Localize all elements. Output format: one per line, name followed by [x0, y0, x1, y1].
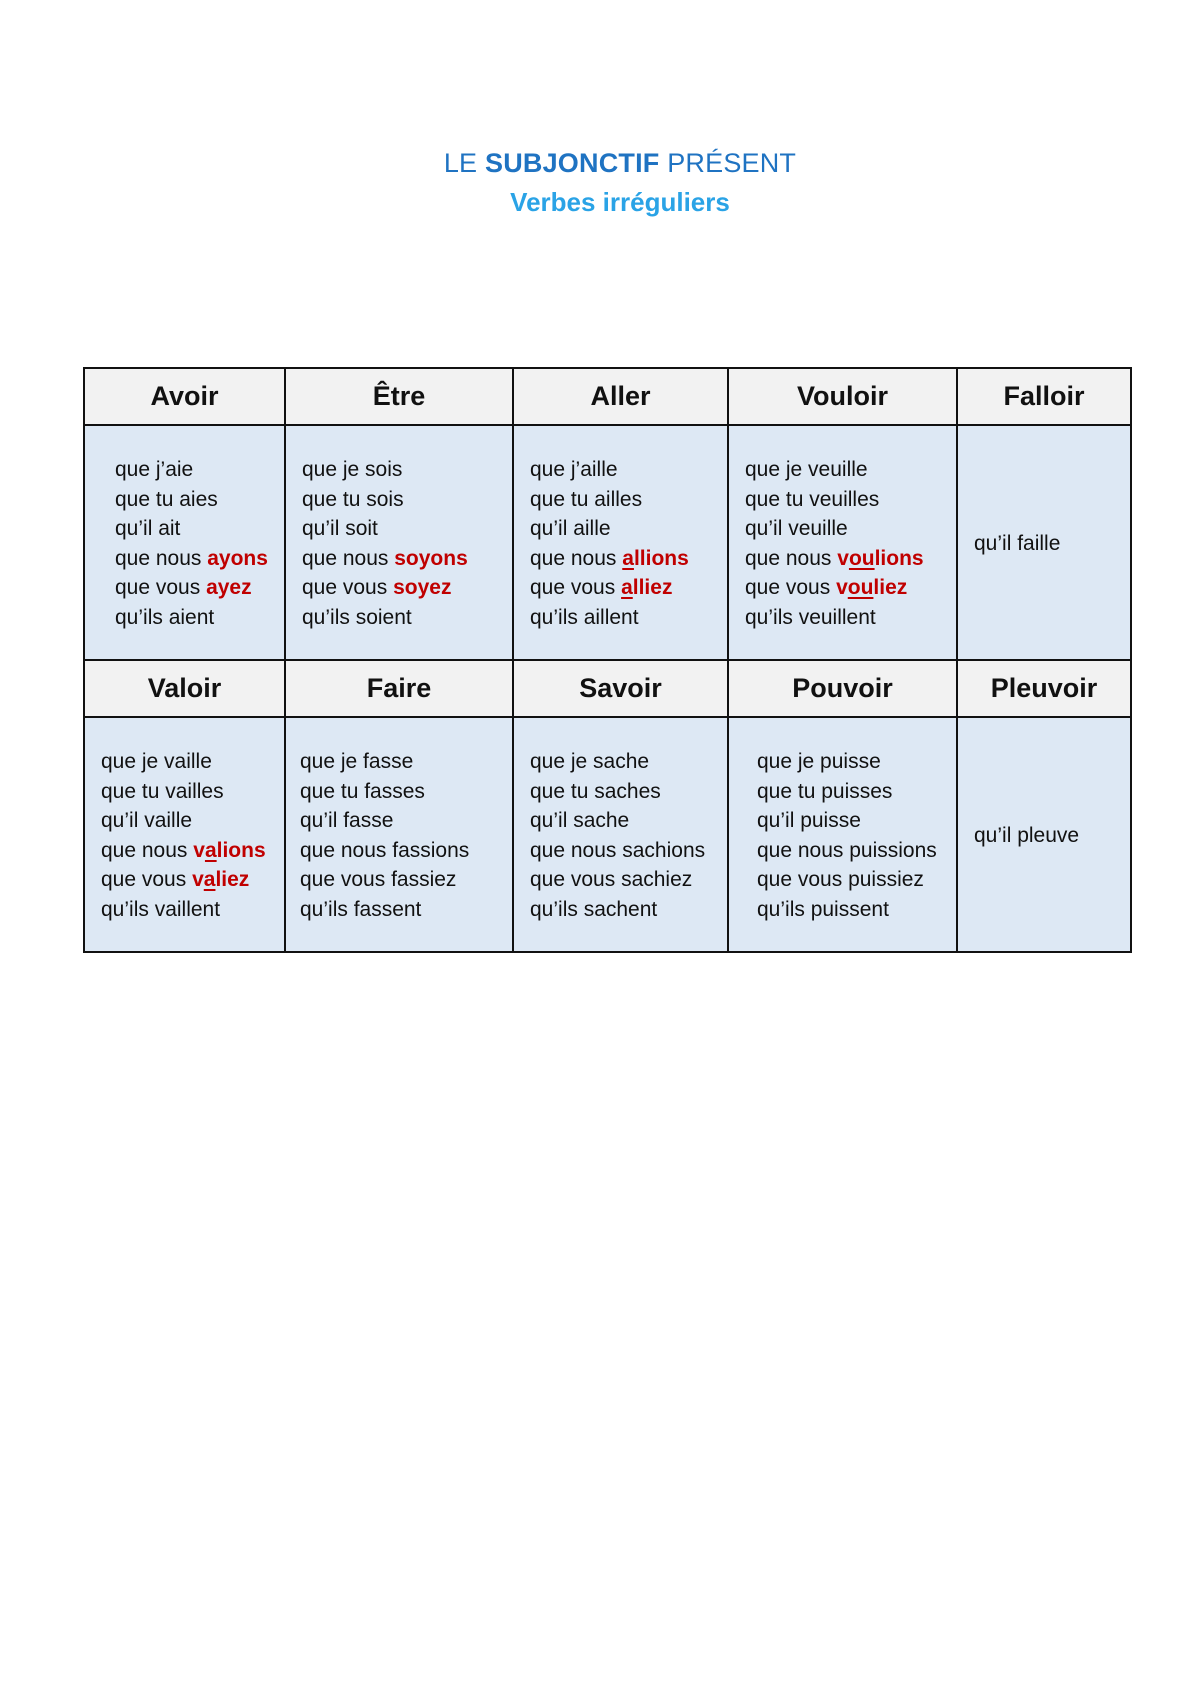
- conjugation-line: [745, 485, 956, 515]
- conjugation-line: [101, 895, 284, 925]
- verb-forms-cell-avoir: [84, 425, 285, 660]
- highlight-ending: soyons: [394, 546, 468, 570]
- conjugation-highlight: [837, 547, 923, 570]
- conjugation-base: qu’ils sachent: [530, 897, 658, 921]
- conjugation-base: qu’il puisse: [757, 809, 861, 832]
- conjugation-base: qu’ils soient: [302, 605, 412, 629]
- conjugation-base: qu’il soit: [302, 517, 378, 540]
- conjugation-line: [302, 485, 512, 515]
- conjugation-base: qu’ils aillent: [530, 605, 639, 629]
- conjugation-base: que tu puisses: [757, 779, 893, 803]
- conjugation-line: [302, 514, 512, 544]
- verb-forms-cell-vouloir: [728, 425, 957, 660]
- conjugation-base: que vous fassiez: [300, 868, 457, 891]
- conjugation-line: [115, 485, 284, 515]
- highlight-prefix: v: [192, 868, 204, 891]
- conjugation-highlight: [394, 547, 468, 570]
- highlight-ending: lions: [874, 546, 924, 570]
- highlight-ending: lions: [216, 838, 266, 862]
- conjugation-base: que tu fasses: [300, 779, 425, 803]
- conjugation-line: [300, 895, 512, 925]
- conjugation-base: qu’ils fassent: [300, 897, 422, 921]
- document-subtitle: Verbes irréguliers: [510, 187, 730, 217]
- conjugation-line: [530, 514, 727, 544]
- conjugation-base: que nous: [302, 546, 395, 570]
- conjugation-line: [300, 806, 512, 836]
- highlight-ending: ayez: [206, 576, 252, 599]
- verb-forms-cell-savoir: [513, 717, 728, 952]
- conjugation-base: qu’il aille: [530, 517, 611, 540]
- highlight-underlined-stem: a: [621, 576, 633, 599]
- conjugation-line: [115, 455, 284, 485]
- conjugation-line: [302, 455, 512, 485]
- conjugation-base: qu’il fasse: [300, 809, 394, 832]
- document-title: [0, 146, 1200, 180]
- conjugation-line: [530, 806, 727, 836]
- conjugation-base: que vous: [302, 576, 394, 599]
- conjugation-base: que tu aies: [115, 487, 218, 511]
- conjugation-line: [115, 573, 284, 603]
- conjugation-line: [115, 544, 284, 574]
- verb-header-aller: Aller: [513, 368, 728, 425]
- conjugation-highlight: [206, 576, 252, 599]
- verb-header-row: [84, 660, 1131, 717]
- conjugation-base: que je sois: [302, 458, 403, 481]
- highlight-ending: liez: [873, 576, 908, 599]
- conjugation-base: que nous puissions: [757, 838, 937, 862]
- conjugation-base: qu’il veuille: [745, 517, 848, 540]
- conjugation-base: que nous: [101, 838, 194, 862]
- highlight-underlined-stem: a: [203, 868, 216, 891]
- conjugation-base: qu’ils aient: [115, 605, 215, 629]
- conjugation-base: que tu ailles: [530, 487, 643, 511]
- conjugation-line: [302, 603, 512, 633]
- conjugation-base: que vous: [115, 576, 207, 599]
- conjugation-base: que tu vailles: [101, 779, 224, 803]
- verb-forms-cell-etre: [285, 425, 513, 660]
- verb-forms-list: [729, 453, 956, 632]
- verb-forms-list: [514, 453, 727, 632]
- conjugation-line: [757, 895, 956, 925]
- conjugation-line: [101, 806, 284, 836]
- conjugation-base: que je sache: [530, 750, 650, 773]
- conjugation-line: [530, 544, 727, 574]
- verb-forms-cell-faire: [285, 717, 513, 952]
- conjugation-base: que je vaille: [101, 750, 212, 773]
- verb-forms-list: [958, 819, 1130, 851]
- highlight-ending: liez: [215, 868, 250, 891]
- conjugation-table: [83, 367, 1132, 953]
- conjugation-line: [530, 777, 727, 807]
- conjugation-line: [302, 544, 512, 574]
- conjugation-base: qu’il vaille: [101, 809, 193, 832]
- conjugation-table-body: [84, 368, 1131, 952]
- conjugation-line: [745, 603, 956, 633]
- verb-forms-list: [729, 745, 956, 924]
- conjugation-line: [757, 865, 956, 895]
- conjugation-line: [530, 836, 727, 866]
- verb-forms-cell-aller: [513, 425, 728, 660]
- title-main-word: SUBJONCTIF: [484, 148, 660, 178]
- verb-forms-list: [514, 745, 727, 924]
- verb-header-savoir: Savoir: [513, 660, 728, 717]
- conjugation-highlight: [192, 868, 249, 891]
- verb-forms-list: [286, 745, 512, 924]
- highlight-ending: ayons: [207, 546, 268, 570]
- document-header: [0, 146, 1200, 220]
- highlight-ending: lliez: [632, 576, 673, 599]
- conjugation-line: [300, 777, 512, 807]
- conjugation-base: qu’ils vaillent: [101, 897, 221, 921]
- verb-header-faire: Faire: [285, 660, 513, 717]
- highlight-ending: llions: [633, 546, 689, 570]
- verb-header-etre: Être: [285, 368, 513, 425]
- conjugation-line: [745, 573, 956, 603]
- highlight-ending: soyez: [393, 576, 452, 599]
- verb-header-row: [84, 368, 1131, 425]
- verb-forms-list: [85, 453, 284, 632]
- conjugation-base: que vous: [530, 576, 622, 599]
- conjugation-line: [101, 865, 284, 895]
- highlight-prefix: v: [837, 546, 849, 570]
- conjugation-base: que vous puissiez: [757, 868, 924, 891]
- conjugation-base: que je puisse: [757, 750, 881, 773]
- verb-header-pleuvoir: Pleuvoir: [957, 660, 1131, 717]
- conjugation-line: [745, 455, 956, 485]
- verb-header-pouvoir: Pouvoir: [728, 660, 957, 717]
- conjugation-base: qu’ils puissent: [757, 897, 889, 921]
- conjugation-base: que nous: [745, 546, 838, 570]
- conjugation-line: [101, 777, 284, 807]
- highlight-underlined-stem: ou: [848, 546, 875, 570]
- conjugation-line: [302, 573, 512, 603]
- verb-header-falloir: Falloir: [957, 368, 1131, 425]
- conjugation-base: qu’ils veuillent: [745, 605, 876, 629]
- verb-header-valoir: Valoir: [84, 660, 285, 717]
- verb-forms-cell-pleuvoir: [957, 717, 1131, 952]
- highlight-underlined-stem: a: [622, 546, 634, 570]
- conjugation-base: que tu veuilles: [745, 487, 880, 511]
- conjugation-base: que j’aie: [115, 458, 194, 481]
- conjugation-base: qu’il pleuve: [974, 823, 1080, 847]
- conjugation-highlight: [622, 547, 689, 570]
- verb-forms-cell-valoir: [84, 717, 285, 952]
- conjugation-line: [300, 865, 512, 895]
- conjugation-highlight: [393, 576, 451, 599]
- highlight-underlined-stem: ou: [847, 576, 874, 599]
- conjugation-base: qu’il ait: [115, 517, 181, 540]
- conjugation-line: [530, 485, 727, 515]
- conjugation-base: que tu sois: [302, 487, 404, 511]
- verb-forms-cell-falloir: [957, 425, 1131, 660]
- conjugation-line: [115, 603, 284, 633]
- conjugation-line: [530, 573, 727, 603]
- title-suffix: PRÉSENT: [659, 148, 797, 178]
- verb-forms-row: [84, 425, 1131, 660]
- highlight-underlined-stem: a: [204, 838, 217, 862]
- conjugation-highlight: [207, 547, 268, 570]
- conjugation-line: [745, 514, 956, 544]
- conjugation-highlight: [621, 576, 672, 599]
- conjugation-base: que vous: [101, 868, 193, 891]
- conjugation-base: que vous sachiez: [530, 868, 693, 891]
- conjugation-base: que vous: [745, 576, 837, 599]
- conjugation-line: [101, 747, 284, 777]
- verb-header-vouloir: Vouloir: [728, 368, 957, 425]
- conjugation-line: [300, 747, 512, 777]
- conjugation-line: [530, 865, 727, 895]
- conjugation-base: que je fasse: [300, 750, 414, 773]
- conjugation-line: [757, 747, 956, 777]
- title-prefix: LE: [443, 148, 485, 178]
- conjugation-line: [115, 514, 284, 544]
- conjugation-line: [530, 603, 727, 633]
- conjugation-highlight: [193, 839, 265, 862]
- conjugation-line: [757, 806, 956, 836]
- conjugation-base: que j’aille: [530, 458, 618, 481]
- verb-forms-cell-pouvoir: [728, 717, 957, 952]
- verb-header-avoir: Avoir: [84, 368, 285, 425]
- conjugation-base: qu’il sache: [530, 809, 630, 832]
- conjugation-line: [530, 455, 727, 485]
- conjugation-line: [974, 529, 1130, 559]
- verb-forms-list: [958, 527, 1130, 559]
- conjugation-line: [300, 836, 512, 866]
- conjugation-base: que nous sachions: [530, 838, 706, 862]
- conjugation-line: [530, 747, 727, 777]
- verb-forms-list: [85, 745, 284, 924]
- verb-forms-row: [84, 717, 1131, 952]
- conjugation-highlight: [836, 576, 907, 599]
- conjugation-base: qu’il faille: [974, 531, 1061, 555]
- conjugation-line: [757, 777, 956, 807]
- conjugation-line: [101, 836, 284, 866]
- conjugation-line: [745, 544, 956, 574]
- conjugation-base: que tu saches: [530, 779, 661, 803]
- conjugation-line: [757, 836, 956, 866]
- conjugation-line: [530, 895, 727, 925]
- conjugation-base: que nous: [530, 546, 623, 570]
- conjugation-base: que nous: [115, 546, 208, 570]
- highlight-prefix: v: [836, 576, 848, 599]
- conjugation-line: [974, 821, 1130, 851]
- highlight-prefix: v: [193, 838, 205, 862]
- conjugation-base: que je veuille: [745, 458, 868, 481]
- conjugation-base: que nous fassions: [300, 838, 470, 862]
- verb-forms-list: [286, 453, 512, 632]
